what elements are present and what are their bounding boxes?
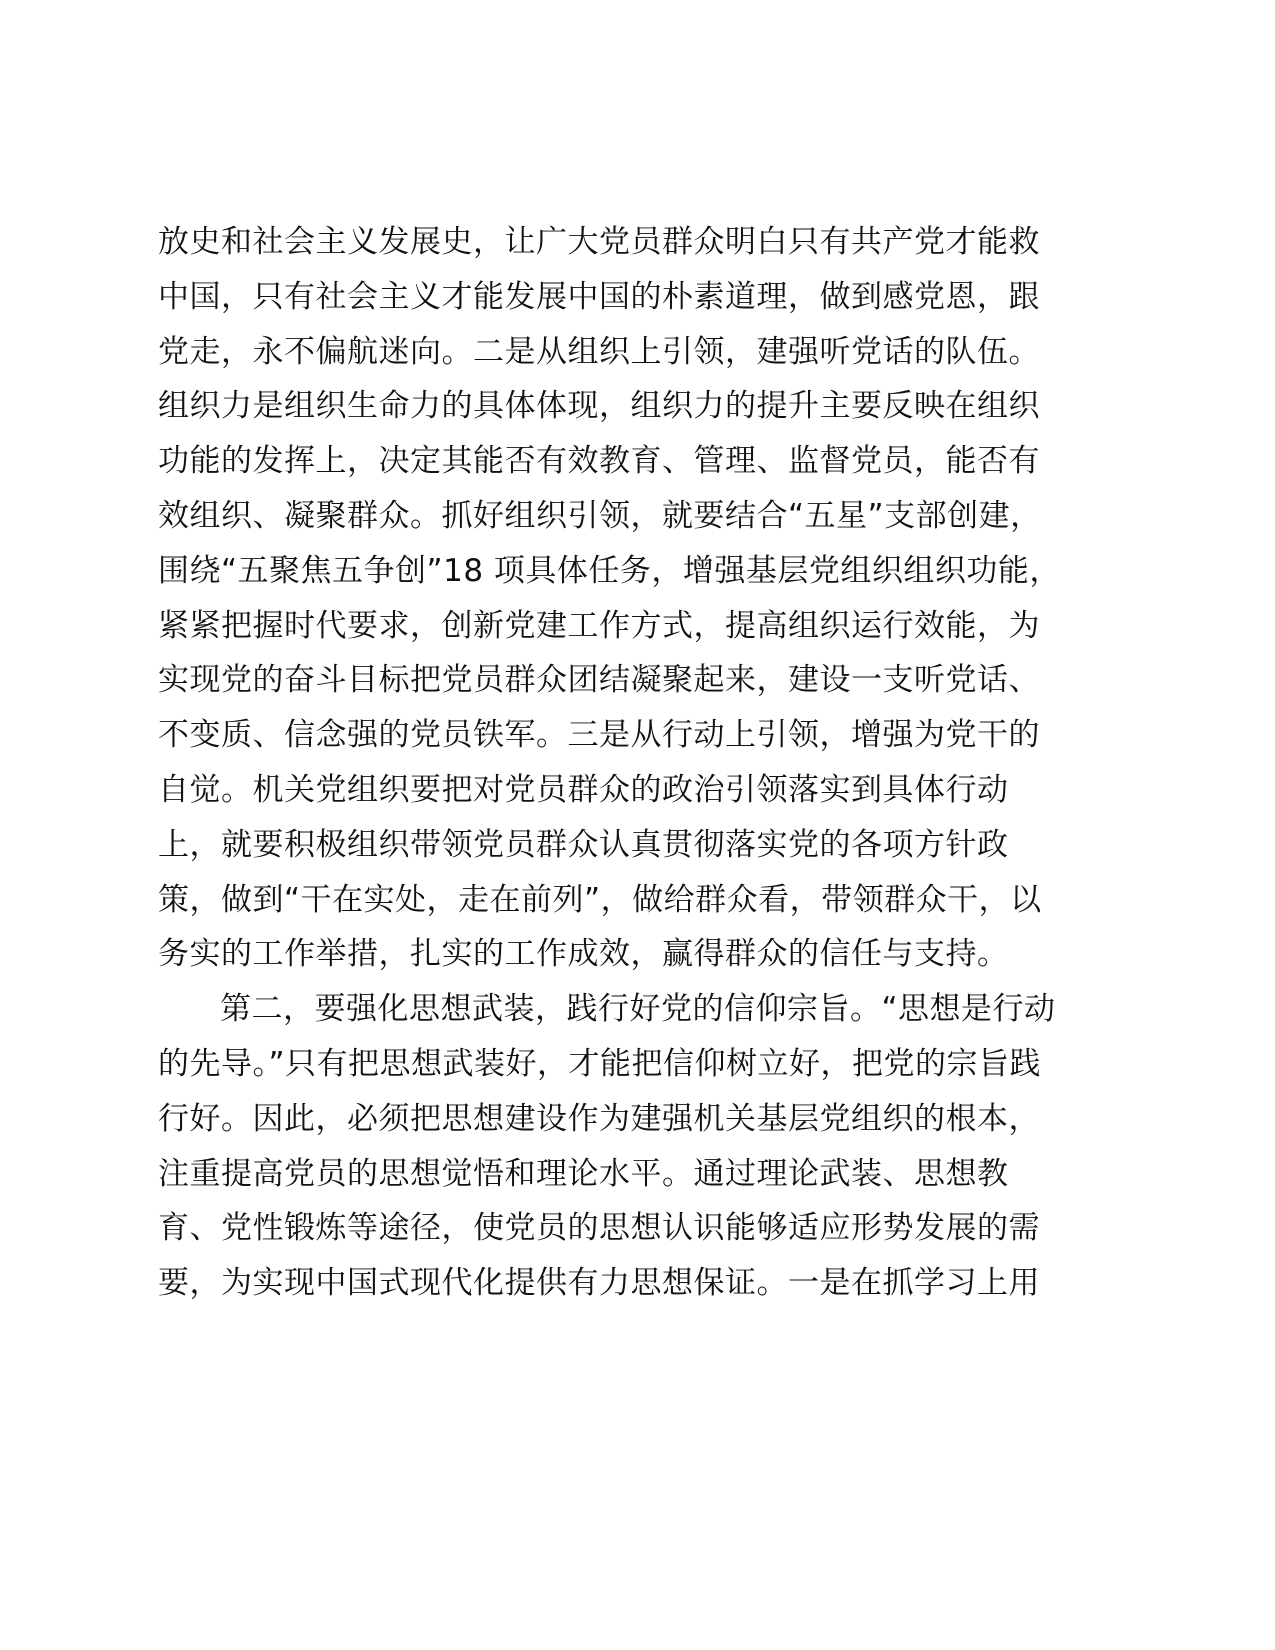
paragraph-start-line: 第二，要强化思想武装，践行好党的信仰宗旨。“思想是行动 [220,991,1056,1028]
text-line: 功能的发挥上，决定其能否有效教育、管理、监督党员，能否有 [158,443,1040,480]
text-line: 中国，只有社会主义才能发展中国的朴素道理，做到感党恩，跟 [158,278,1040,315]
text-line: 上，就要积极组织带领党员群众认真贯彻落实党的各项方针政 [158,826,1009,863]
text-line: 育、党性锻炼等途径，使党员的思想认识能够适应形势发展的需 [158,1210,1040,1247]
text-line: 行好。因此，必须把思想建设作为建强机关基层党组织的根本， [158,1100,1040,1137]
text-line: 不变质、信念强的党员铁军。三是从行动上引领，增强为党干的 [158,717,1040,754]
text-line: 要，为实现中国式现代化提供有力思想保证。一是在抓学习上用 [158,1265,1040,1302]
text-line: 效组织、凝聚群众。抓好组织引领，就要结合“五星”支部创建， [158,497,1042,534]
text-line: 的先导。”只有把思想武装好，才能把信仰树立好，把党的宗旨践 [158,1045,1042,1082]
text-line: 策，做到“干在实处，走在前列”，做给群众看，带领群众干，以 [158,881,1042,918]
text-line: 围绕“五聚焦五争创”18 项具体任务，增强基层党组织组织功能， [158,552,1061,589]
text-line: 自觉。机关党组织要把对党员群众的政治引领落实到具体行动 [158,771,1009,808]
text-line: 放史和社会主义发展史，让广大党员群众明白只有共产党才能救 [158,224,1040,260]
text-line: 党走，永不偏航迷向。二是从组织上引领，建强听党话的队伍。 [158,333,1040,370]
text-line: 紧紧把握时代要求，创新党建工作方式，提高组织运行效能，为 [158,607,1040,644]
text-line: 务实的工作举措，扎实的工作成效，赢得群众的信任与支持。 [158,936,1009,973]
text-line: 组织力是组织生命力的具体体现，组织力的提升主要反映在组织 [158,388,1040,425]
body-text [158,215,1118,1311]
text-line: 实现党的奋斗目标把党员群众团结凝聚起来，建设一支听党话、 [158,662,1040,699]
text-line: 注重提高党员的思想觉悟和理论水平。通过理论武装、思想教 [158,1155,1009,1192]
